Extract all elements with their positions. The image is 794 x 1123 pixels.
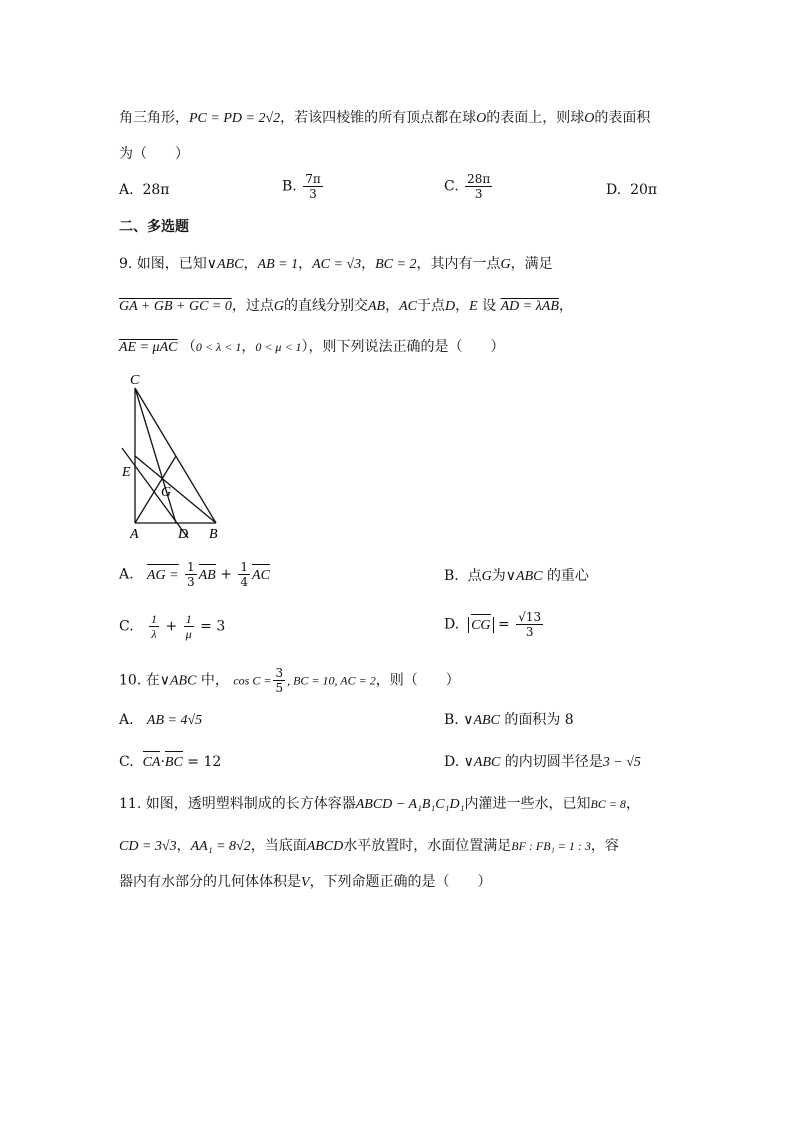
section-title: 二、多选题 [119, 219, 189, 235]
math-expression: AB = 4√5 [146, 713, 203, 728]
q10-stem [119, 666, 460, 695]
math-expression: 3 − √5 [602, 755, 641, 770]
fraction [185, 560, 197, 589]
q9-stem-line-1 [119, 254, 553, 275]
fraction [273, 666, 285, 695]
text: ∨ [463, 712, 474, 728]
q9-stem-line-2 [119, 296, 573, 317]
q8-stem-line-1 [119, 108, 650, 129]
denominator: λ [151, 627, 157, 641]
q9-option-b [444, 566, 589, 587]
option-text: 20π [630, 182, 658, 198]
label-e: E [122, 465, 131, 480]
fraction [238, 560, 250, 589]
math-expression: 0 < λ < 1 [195, 340, 242, 354]
label-a: A [130, 527, 139, 542]
q9-option-c [119, 612, 225, 641]
text: ， [176, 838, 191, 854]
vector-term: CG [471, 616, 490, 636]
option-letter: B. [444, 568, 459, 584]
math-expression: BC = 8 [590, 797, 626, 811]
numerator: 3 [275, 666, 284, 680]
text: ， [558, 298, 573, 314]
text: 设 [482, 298, 497, 314]
label-g: G [161, 485, 172, 500]
math-var: G [500, 257, 511, 272]
denominator: 5 [275, 681, 284, 695]
text: 的重心 [546, 568, 589, 584]
numerator: 1 [240, 560, 249, 574]
text: 的内切圆半径是 [504, 754, 603, 770]
text: 点 [467, 568, 482, 584]
math-var: G [481, 569, 492, 584]
q8-option-a [119, 180, 169, 200]
triangle-figure [110, 368, 230, 544]
denominator: 3 [525, 625, 534, 639]
text: ，则（ ） [375, 672, 460, 689]
math-expression: = 3 [200, 618, 226, 635]
math-var: G [273, 299, 284, 314]
numerator: 28π [467, 172, 491, 186]
math-expression: BF : FB₁ = 1 : 3 [511, 839, 591, 853]
math-var: E [469, 299, 478, 314]
text: ， [298, 256, 313, 272]
q9-stem-line-3 [119, 337, 505, 358]
math-expression: AA₁ = 8√2 [190, 839, 251, 854]
text: ， [361, 256, 376, 272]
math-var: ABC [473, 713, 500, 728]
math-expression: = 12 [187, 754, 222, 770]
q11-stem-line-1 [119, 794, 640, 815]
math-expression: CD = 3√3 [119, 839, 177, 854]
q8-option-d [606, 180, 657, 200]
option-letter: A. [119, 712, 134, 728]
fraction [184, 612, 194, 641]
text: 于点 [417, 298, 445, 314]
vector-term: AG = [147, 566, 179, 586]
label-d: D [178, 527, 189, 542]
denominator: 3 [309, 187, 317, 201]
fraction [149, 612, 159, 641]
math-var: O [476, 111, 487, 126]
math-expression: ABCD − A₁B₁C₁D₁ [355, 797, 465, 812]
q8-option-b [282, 172, 325, 201]
operator: + [165, 618, 178, 635]
text: ，其内有一点 [416, 256, 501, 272]
math-var: V [301, 875, 310, 890]
q9-option-d [444, 610, 545, 639]
text: ， [625, 796, 640, 812]
math-var: ABC [473, 755, 501, 770]
vector-term: AB [199, 566, 216, 586]
option-letter: C. [119, 618, 134, 635]
text: 11. 如图，透明塑料制成的长方体容器 [119, 796, 356, 812]
q10-option-c [119, 752, 221, 773]
median-b [135, 456, 216, 523]
text: ，容 [590, 838, 619, 854]
option-text: 28π [142, 182, 170, 198]
denominator: 4 [240, 575, 249, 589]
math-expression: BC = 2 [375, 257, 417, 272]
vector-equation: GA + GB + GC = 0 [119, 299, 232, 314]
option-letter: B. [444, 712, 459, 728]
q11-stem-line-2 [119, 836, 619, 857]
text: ，下列命题正确的是（ ） [309, 874, 492, 890]
q8-stem-line-2: 为（ ） [119, 146, 189, 162]
option-letter: C. [119, 754, 134, 770]
math-expression: AC = √3 [312, 257, 362, 272]
text: 的面积为 8 [504, 712, 574, 728]
denominator: 3 [186, 575, 195, 589]
magnitude [468, 617, 493, 633]
math-expression: PC = PD = 2√2 [189, 111, 281, 126]
numerator: 1 [186, 560, 195, 574]
option-letter: A. [119, 182, 134, 198]
math-expression: AB = 1 [257, 257, 299, 272]
label-b: B [209, 527, 218, 542]
math-expression: 0 < μ < 1 [255, 340, 302, 354]
median-c [135, 388, 176, 523]
text: 水平放置时，水面位置满足 [343, 838, 512, 854]
text: 内灌进一些水，已知 [464, 796, 591, 812]
text: ，满足 [510, 256, 553, 272]
text: 中， [200, 672, 229, 689]
math-var: ABCD [306, 839, 344, 854]
text: ，若该四棱锥的所有顶点都在球 [280, 110, 477, 126]
option-letter: A. [119, 566, 134, 583]
text: ， [385, 298, 400, 314]
text: ， [241, 339, 256, 355]
text: ∨ [463, 754, 474, 770]
numerator: 1 [151, 612, 158, 626]
text: 器内有水部分的几何体体积是 [119, 874, 301, 890]
q9-option-a [119, 560, 270, 589]
option-letter: D. [444, 754, 460, 770]
option-letter: C. [444, 178, 459, 195]
text: 为∨ [491, 568, 517, 584]
fraction [303, 172, 323, 201]
operator: + [220, 566, 232, 583]
vector-term: BC [165, 753, 183, 773]
fraction [465, 172, 492, 201]
vector-term: CA [143, 753, 161, 773]
text: ），则下列说法正确的是（ ） [301, 339, 505, 355]
operator: = [498, 616, 510, 633]
text: ，过点 [231, 298, 274, 314]
text: ， [243, 256, 258, 272]
math-var: D [445, 299, 456, 314]
line-through-g [122, 448, 188, 538]
q10-option-a [119, 710, 202, 731]
option-letter: D. [606, 182, 622, 198]
text: 的表面积 [594, 110, 651, 126]
math-var: ABC [516, 569, 543, 584]
operator: · [160, 754, 165, 770]
numerator: 7π [305, 172, 321, 186]
text: 的表面上，则球 [486, 110, 585, 126]
text: 的直线分别交 [284, 298, 368, 314]
text: （ [181, 339, 196, 355]
fraction [516, 610, 543, 639]
text: 10. 在∨ [119, 672, 170, 689]
math-var: ABC [169, 673, 197, 689]
vector-equation: AD = λAB [500, 299, 559, 314]
math-var: AC [399, 299, 417, 314]
option-letter: B. [282, 178, 297, 195]
q10-option-b [444, 710, 574, 731]
option-letter: D. [444, 616, 460, 633]
q8-option-c [444, 172, 494, 201]
math-var: AB [368, 299, 386, 314]
text: ，当底面 [250, 838, 307, 854]
label-c: C [130, 373, 140, 388]
math-expression: cos C = [233, 673, 272, 688]
numerator: 1 [184, 612, 194, 627]
q11-stem-line-3 [119, 872, 492, 893]
math-expression: , BC = 10, AC = 2 [287, 673, 376, 688]
math-var: O [584, 111, 595, 126]
vector-equation: AE = μAC [119, 340, 178, 355]
numerator: √13 [518, 610, 542, 624]
math-var: ABC [217, 257, 244, 272]
denominator: μ [185, 627, 192, 641]
vector-term: AC [252, 566, 270, 586]
text: 9. 如图，已知∨ [119, 256, 218, 272]
denominator: 3 [474, 187, 483, 201]
q10-option-d [444, 752, 641, 773]
text: ， [455, 298, 470, 314]
text: 角三角形， [119, 110, 189, 126]
